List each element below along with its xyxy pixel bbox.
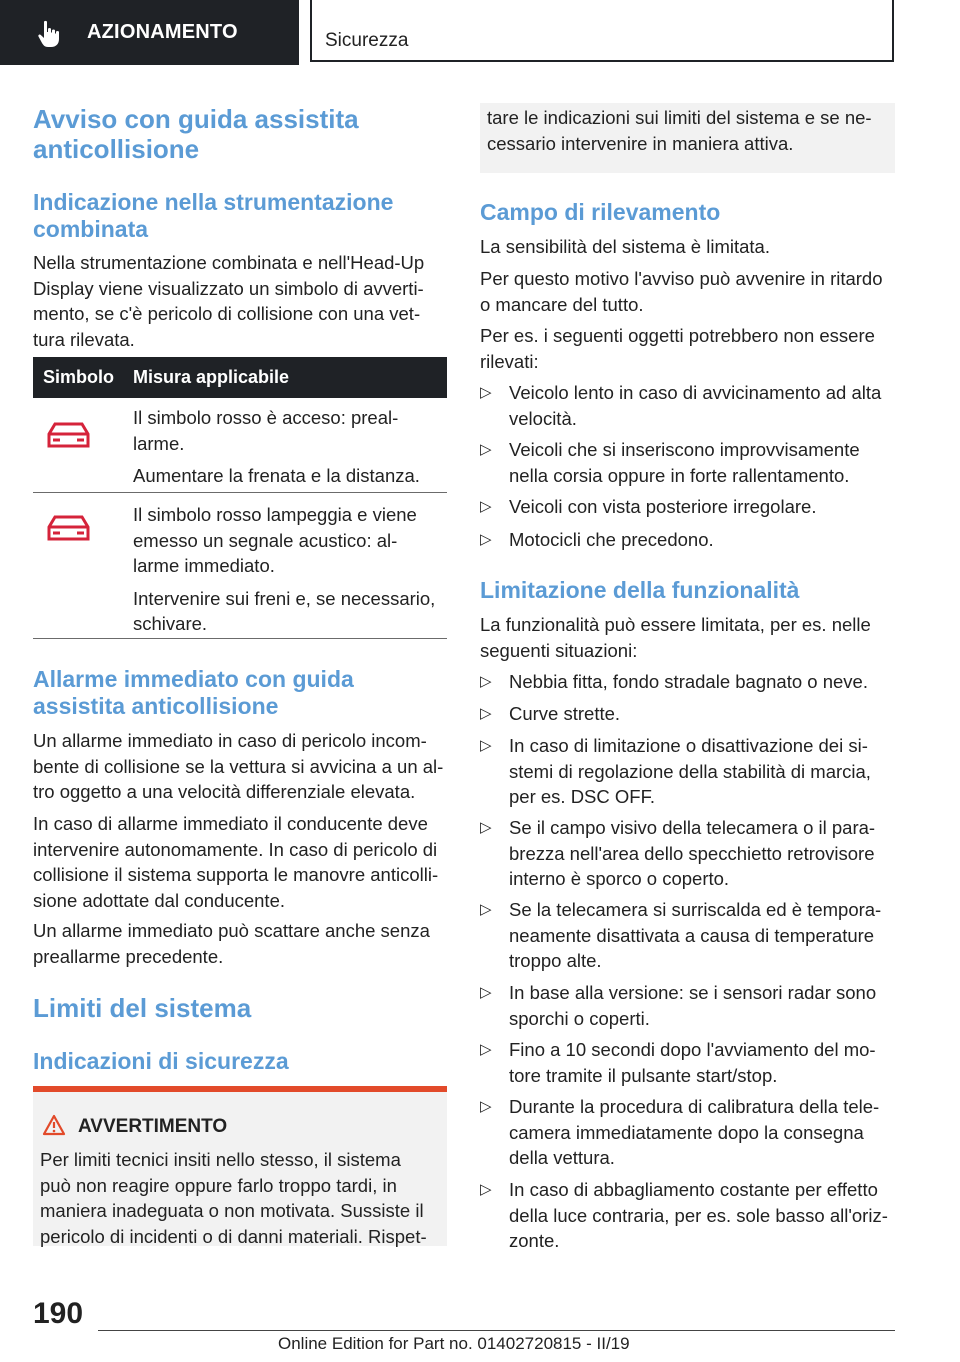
bullet-triangle-icon: ▷	[480, 384, 492, 401]
text-line: Il simbolo rosso è acceso: preal-	[133, 407, 399, 428]
text-line: zonte.	[509, 1230, 560, 1251]
text-line: Veicoli che si inseriscono improvvisamente	[509, 439, 860, 460]
text-line: larme immediato.	[133, 555, 275, 576]
text-line: tro oggetto a una velocità differenziale elevata.	[33, 781, 416, 802]
text-line: emesso un segnale acustico: al-	[133, 529, 398, 551]
paragraph-objects-intro	[480, 323, 895, 374]
bullet-triangle-icon: ▷	[480, 1181, 492, 1198]
text-line: Aumentare la frenata e la distanza.	[133, 465, 420, 486]
text-line: Display viene visualizzato un simbolo di avverti-	[33, 277, 424, 299]
text-line: collisione il sistema supporta le manovre anticolli-	[33, 864, 439, 885]
text-line: nella corsia oppure in forte rallentamento.	[509, 464, 850, 486]
bullet-triangle-icon: ▷	[480, 984, 492, 1001]
text-line: Veicolo lento in caso di avvicinamento ad alta	[509, 382, 882, 403]
text-line: interno è sporco o coperto.	[509, 868, 730, 889]
text-line: Curve strette.	[509, 703, 621, 724]
bullet-triangle-icon: ▷	[480, 819, 492, 836]
text-line: In caso di allarme immediato il conducente deve	[33, 813, 428, 834]
text-line: Per limiti tecnici insiti nello stesso, il sistema	[40, 1149, 401, 1170]
car-warning-icon	[45, 513, 92, 543]
text-line: tura rilevata.	[33, 328, 135, 350]
subheading-line-2: assistita anticollisione	[33, 693, 279, 719]
chapter-title: AZIONAMENTO	[87, 21, 238, 43]
hand-pointer-icon	[34, 19, 64, 49]
bullet-triangle-icon: ▷	[480, 498, 492, 515]
column-header-measure: Misura applicabile	[133, 367, 290, 387]
paragraph-no-prealarm	[33, 918, 447, 969]
heading-safety-notes: Indicazioni di sicurezza	[33, 1048, 289, 1074]
text-line: tare le indicazioni sui limiti del sistema e se ne-	[487, 107, 872, 128]
text-line: tore tramite il pulsante start/stop.	[509, 1064, 778, 1086]
subheading-line-2: combinata	[33, 216, 149, 242]
text-line: brezza nell'area dello specchietto retrovisore	[509, 842, 875, 864]
text-line: La sensibilità del sistema è limitata.	[480, 236, 770, 257]
text-line: Intervenire sui freni e, se necessario,	[133, 587, 436, 609]
text-line: seguenti situazioni:	[480, 639, 638, 661]
text-line: Per es. i seguenti oggetti potrebbero non essere	[480, 325, 875, 346]
chapter-tab	[0, 0, 299, 65]
text-line: stemi di regolazione della stabilità di marcia,	[509, 760, 871, 782]
paragraph-cluster-display	[33, 250, 447, 352]
text-line: Se il campo visivo della telecamera o il para-	[509, 817, 876, 838]
paragraph-limitation-intro	[480, 612, 895, 663]
text-line: Veicoli con vista posteriore irregolare.	[509, 496, 817, 517]
table-row-2-text	[133, 502, 447, 637]
paragraph-sensitivity	[480, 234, 895, 260]
paragraph-driver-intervention	[33, 811, 447, 913]
footer-rule	[98, 1330, 895, 1331]
text-line: Fino a 10 secondi dopo l'avviamento del mo-	[509, 1039, 876, 1060]
table-row-divider	[33, 492, 447, 493]
text-line: troppo alte.	[509, 950, 602, 971]
text-line: intervenire autonomamente. In caso di pericolo di	[33, 838, 438, 860]
text-line: cessario intervenire in maniera attiva.	[487, 132, 794, 154]
text-line: per es. DSC OFF.	[509, 786, 655, 807]
text-line: camera immediatamente dopo la consegna	[509, 1121, 864, 1143]
text-line: della luce contraria, per es. sole basso all'oriz-	[509, 1204, 888, 1226]
footer-edition: Online Edition for Part no. 01402720815 - II/19	[278, 1334, 630, 1353]
text-line: In base alla versione: se i sensori radar sono	[509, 982, 877, 1003]
text-line: Il simbolo rosso lampeggia e viene	[133, 504, 417, 525]
bullet-triangle-icon: ▷	[480, 441, 492, 458]
bullet-triangle-icon: ▷	[480, 901, 492, 918]
heading-functional-limitation: Limitazione della funzionalità	[480, 577, 800, 603]
text-line: mento, se c'è pericolo di collisione con una vet-	[33, 303, 421, 324]
warning-triangle-icon	[42, 1114, 66, 1136]
table-bottom-rule	[33, 638, 447, 639]
bullet-triangle-icon: ▷	[480, 737, 492, 754]
text-line: In caso di abbagliamento costante per effetto	[509, 1179, 878, 1200]
heading-system-limits: Limiti del sistema	[33, 993, 252, 1023]
text-line: pericolo di incidenti o di danni materiali. Rispet-	[40, 1225, 427, 1247]
car-warning-icon	[45, 420, 92, 450]
bullet-triangle-icon: ▷	[480, 673, 492, 690]
text-line: Per questo motivo l'avviso può avvenire in ritardo	[480, 268, 883, 289]
text-line: rilevati:	[480, 350, 539, 372]
subheading-line-1: Indicazione nella strumentazione	[33, 189, 394, 215]
main-heading-line-1: Avviso con guida assistita	[33, 104, 359, 134]
text-line: larme.	[133, 432, 185, 454]
warning-text	[40, 1147, 442, 1249]
text-line: preallarme precedente.	[33, 945, 224, 967]
bullet-triangle-icon: ▷	[480, 705, 492, 722]
subheading-immediate-alarm	[33, 666, 354, 720]
warning-title: AVVERTIMENTO	[78, 1116, 228, 1137]
text-line: Nebbia fitta, fondo stradale bagnato o neve.	[509, 671, 868, 692]
warning-text-continued	[487, 105, 889, 156]
text-line: velocità.	[509, 407, 577, 429]
subheading-instrument-cluster	[33, 189, 393, 243]
text-line: maniera inadeguata o non motivata. Sussiste il	[40, 1200, 424, 1221]
text-line: della vettura.	[509, 1147, 615, 1168]
subheading-line-1: Allarme immediato con guida	[33, 666, 354, 692]
topic-title: Sicurezza	[325, 30, 409, 51]
text-line: Durante la procedura di calibratura della tele-	[509, 1096, 880, 1117]
text-line: o mancare del tutto.	[480, 293, 644, 315]
table-row-1-text	[133, 405, 447, 489]
text-line: può non reagire oppure farlo troppo tardi, in	[40, 1174, 397, 1196]
main-heading	[33, 104, 359, 164]
text-line: Motocicli che precedono.	[509, 529, 714, 550]
paragraph-delay	[480, 266, 895, 317]
text-line: Nella strumentazione combinata e nell'Head-Up	[33, 252, 425, 273]
bullet-triangle-icon: ▷	[480, 1041, 492, 1058]
text-line: Se la telecamera si surriscalda ed è tempora-	[509, 899, 882, 920]
bullet-triangle-icon: ▷	[480, 1098, 492, 1115]
text-line: Un allarme immediato in caso di pericolo incom-	[33, 730, 427, 751]
text-line: Un allarme immediato può scattare anche senza	[33, 920, 430, 941]
bullet-triangle-icon: ▷	[480, 531, 492, 548]
text-line: In caso di limitazione o disattivazione dei si-	[509, 735, 868, 756]
paragraph-immediate-alarm	[33, 728, 447, 805]
column-header-symbol: Simbolo	[43, 367, 114, 387]
page-number: 190	[33, 1297, 84, 1330]
text-line: neamente disattivata a causa di temperature	[509, 924, 875, 946]
text-line: sione adottate dal conducente.	[33, 889, 285, 911]
text-line: La funzionalità può essere limitata, per es. nelle	[480, 614, 871, 635]
text-line: schivare.	[133, 613, 208, 634]
table-header	[33, 357, 447, 398]
text-line: sporchi o coperti.	[509, 1007, 650, 1029]
text-line: bente di collisione se la vettura si avvicina a un al-	[33, 755, 444, 777]
main-heading-line-2: anticollisione	[33, 134, 200, 164]
heading-detection-range: Campo di rilevamento	[480, 199, 721, 225]
